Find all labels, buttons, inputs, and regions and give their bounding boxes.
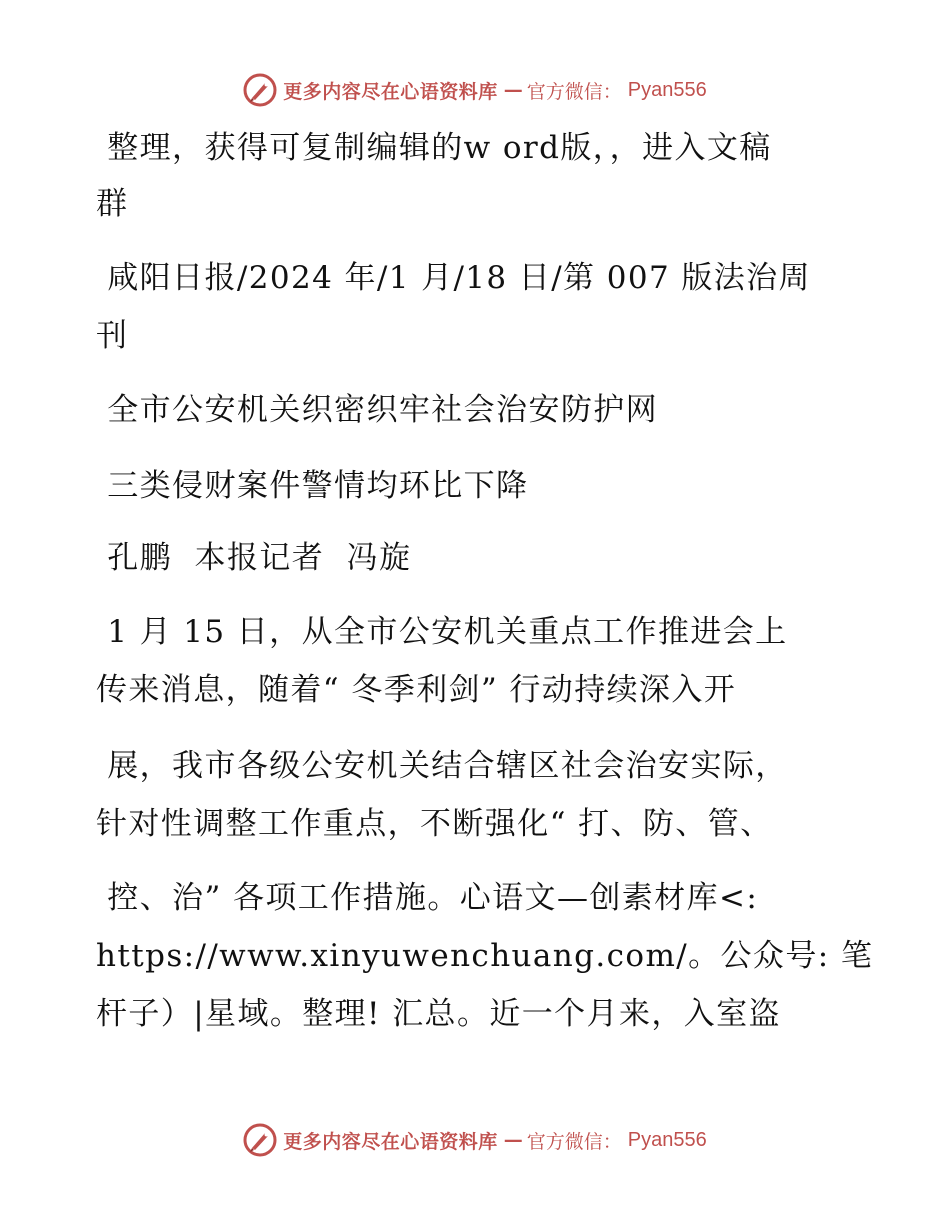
banner-separator: —: [503, 1129, 521, 1151]
banner-wechat-id: Pyan556: [627, 1128, 707, 1151]
text-line: 1 月 15 日，从全市公安机关重点工作推进会上: [96, 614, 788, 650]
banner-wechat-id: Pyan556: [627, 78, 707, 101]
pen-logo-icon: [243, 73, 277, 107]
text-line: 群: [96, 186, 129, 222]
footer-banner: [0, 1120, 950, 1160]
article-title: 全市公安机关织密织牢社会治安防护网: [96, 392, 659, 428]
article-subtitle: 三类侵财案件警情均环比下降: [96, 468, 529, 504]
banner-main-text: 更多内容尽在心语资料库: [283, 80, 498, 103]
text-line: 针对性调整工作重点，不断强化“ 打、防、管、: [96, 806, 773, 842]
pen-logo-icon: [243, 1123, 277, 1157]
banner-wechat-label: 官方微信：: [526, 80, 622, 103]
article-byline: 孔鹏 本报记者 冯旋: [96, 540, 412, 576]
text-line: 咸阳日报/2024 年/1 月/18 日/第 007 版法治周: [96, 260, 811, 296]
text-line: 整理，获得可复制编辑的w ord版，，进入文稿: [96, 130, 772, 166]
banner-separator: —: [503, 79, 521, 101]
text-line: 刊: [96, 318, 129, 354]
text-line: 传来消息，随着“ 冬季利剑” 行动持续深入开: [96, 672, 737, 708]
header-banner: [0, 70, 950, 110]
text-line: 控、治” 各项工作措施。心语文—创素材库<:: [96, 880, 759, 916]
text-line: https://www.xinyuwenchuang.com/。公众号: 笔: [96, 938, 874, 974]
banner-main-text: 更多内容尽在心语资料库: [283, 1130, 498, 1153]
text-line: 展，我市各级公安机关结合辖区社会治安实际，: [96, 748, 788, 784]
text-line: 杆子）|星域。整理! 汇总。近一个月来，入室盗: [96, 996, 781, 1032]
banner-wechat-label: 官方微信：: [526, 1130, 622, 1153]
